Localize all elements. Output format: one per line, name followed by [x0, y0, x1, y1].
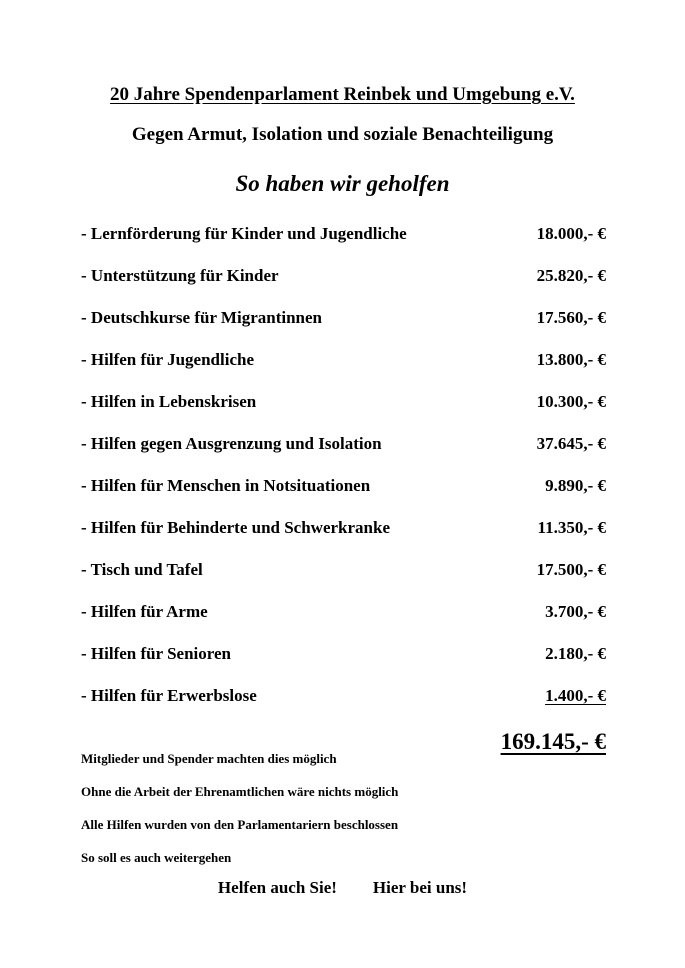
donation-item-amount: 9.890,- € — [545, 476, 606, 495]
donation-item-label: - Lernförderung für Kinder und Jugendliche — [81, 224, 407, 243]
footer-slogan — [0, 878, 685, 898]
footer-slogan-left: Helfen auch Sie! — [217, 878, 337, 897]
donation-list — [81, 224, 606, 728]
donation-item — [81, 518, 606, 560]
donation-item-amount: 37.645,- € — [536, 434, 606, 453]
donation-item-label: - Deutschkurse für Migrantinnen — [81, 308, 322, 327]
donation-item — [81, 686, 606, 728]
donation-item-label: - Unterstützung für Kinder — [81, 266, 279, 285]
total-amount: 169.145,- € — [500, 729, 606, 754]
donation-item-amount: 1.400,- € — [545, 686, 606, 705]
note-line: So soll es auch weitergehen — [81, 850, 232, 865]
donation-item-label: - Hilfen für Menschen in Notsituationen — [81, 476, 371, 495]
donation-item-amount: 18.000,- € — [536, 224, 606, 243]
section-heading: So haben wir geholfen — [235, 171, 450, 196]
donation-item-label: - Hilfen für Behinderte und Schwerkranke — [81, 518, 391, 537]
donation-item-amount: 3.700,- € — [545, 602, 606, 621]
footer-slogan-right: Hier bei uns! — [372, 878, 468, 897]
donation-item-label: - Tisch und Tafel — [81, 560, 203, 579]
donation-item-amount: 17.560,- € — [536, 308, 606, 327]
donation-item-amount: 17.500,- € — [536, 560, 606, 579]
donation-item — [81, 350, 606, 392]
note-line: Alle Hilfen wurden von den Parlamentariern beschlossen — [81, 817, 399, 832]
donation-item — [81, 434, 606, 476]
donation-item-amount: 10.300,- € — [536, 392, 606, 411]
donation-item — [81, 476, 606, 518]
donation-item-amount: 11.350,- € — [537, 518, 606, 537]
donation-item — [81, 308, 606, 350]
document-title: 20 Jahre Spendenparlament Reinbek und Umgebung e.V. — [110, 84, 575, 105]
donation-item — [81, 644, 606, 686]
donation-item — [81, 224, 606, 266]
donation-item — [81, 392, 606, 434]
document-subtitle: Gegen Armut, Isolation und soziale Benachteiligung — [131, 124, 554, 145]
donation-item — [81, 266, 606, 308]
donation-item-label: - Hilfen für Jugendliche — [81, 350, 254, 369]
note-line: Ohne die Arbeit der Ehrenamtlichen wäre nichts möglich — [81, 784, 399, 799]
donation-item-label: - Hilfen für Senioren — [81, 644, 232, 663]
donation-item-label: - Hilfen in Lebenskrisen — [81, 392, 257, 411]
donation-item — [81, 560, 606, 602]
donation-item — [81, 602, 606, 644]
donation-item-label: - Hilfen für Arme — [81, 602, 208, 621]
donation-item-amount: 13.800,- € — [536, 350, 606, 369]
donation-item-amount: 25.820,- € — [536, 266, 606, 285]
note-line: Mitglieder und Spender machten dies möglich — [81, 751, 337, 766]
donation-item-label: - Hilfen gegen Ausgrenzung und Isolation — [81, 434, 382, 453]
donation-item-amount: 2.180,- € — [545, 644, 606, 663]
donation-item-label: - Hilfen für Erwerbslose — [81, 686, 257, 705]
notes-list — [81, 751, 541, 883]
